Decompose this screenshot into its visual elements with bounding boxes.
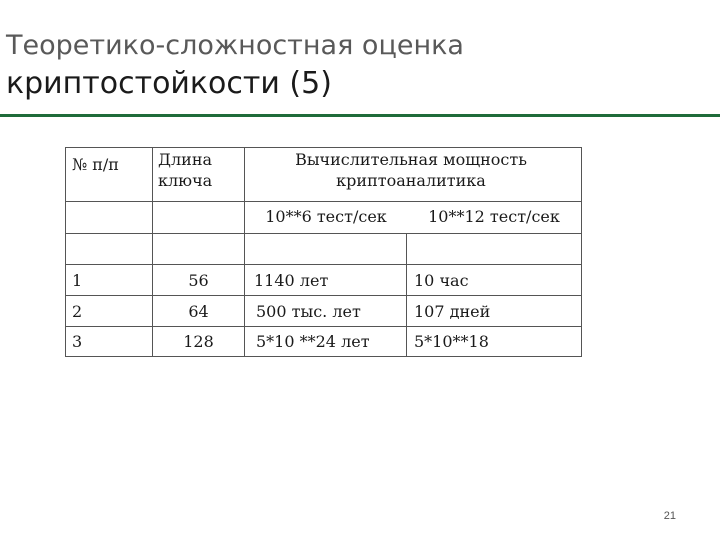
row-1-time-1: 1140 лет [254,271,329,290]
title-line-2: криптостойкости (5) [6,66,332,101]
row-2-time-1: 500 тыс. лет [256,302,361,321]
row-2-key-length: 64 [188,302,209,321]
header-key-length: Длина ключа [158,150,213,190]
row-1-time-2: 10 час [414,271,469,290]
row-divider-2 [66,326,581,327]
row-divider-subheader [66,233,581,234]
header-computing-power: Вычислительная мощность криптоаналитика [295,150,527,190]
row-2-time-2: 107 дней [414,302,491,321]
row-divider-1 [66,295,581,296]
row-3-time-2: 5*10**18 [414,332,489,351]
title-divider [0,114,720,117]
row-3-number: 3 [72,332,83,351]
key-strength-table [65,147,582,357]
header-rate-1: 10**6 тест/сек [265,207,387,226]
row-2-number: 2 [72,302,83,321]
header-number: № п/п [72,155,119,174]
row-3-time-1: 5*10 **24 лет [256,332,370,351]
row-divider-header [66,201,581,202]
header-rate-2: 10**12 тест/сек [428,207,560,226]
title-line-1: Теоретико-сложностная оценка [6,30,464,61]
row-3-key-length: 128 [183,332,214,351]
row-divider-empty [66,264,581,265]
row-1-number: 1 [72,271,83,290]
slide-title [6,28,706,104]
col-divider-2 [244,148,245,356]
row-1-key-length: 56 [188,271,209,290]
col-divider-1 [152,148,153,356]
page-number: 21 [663,510,676,522]
